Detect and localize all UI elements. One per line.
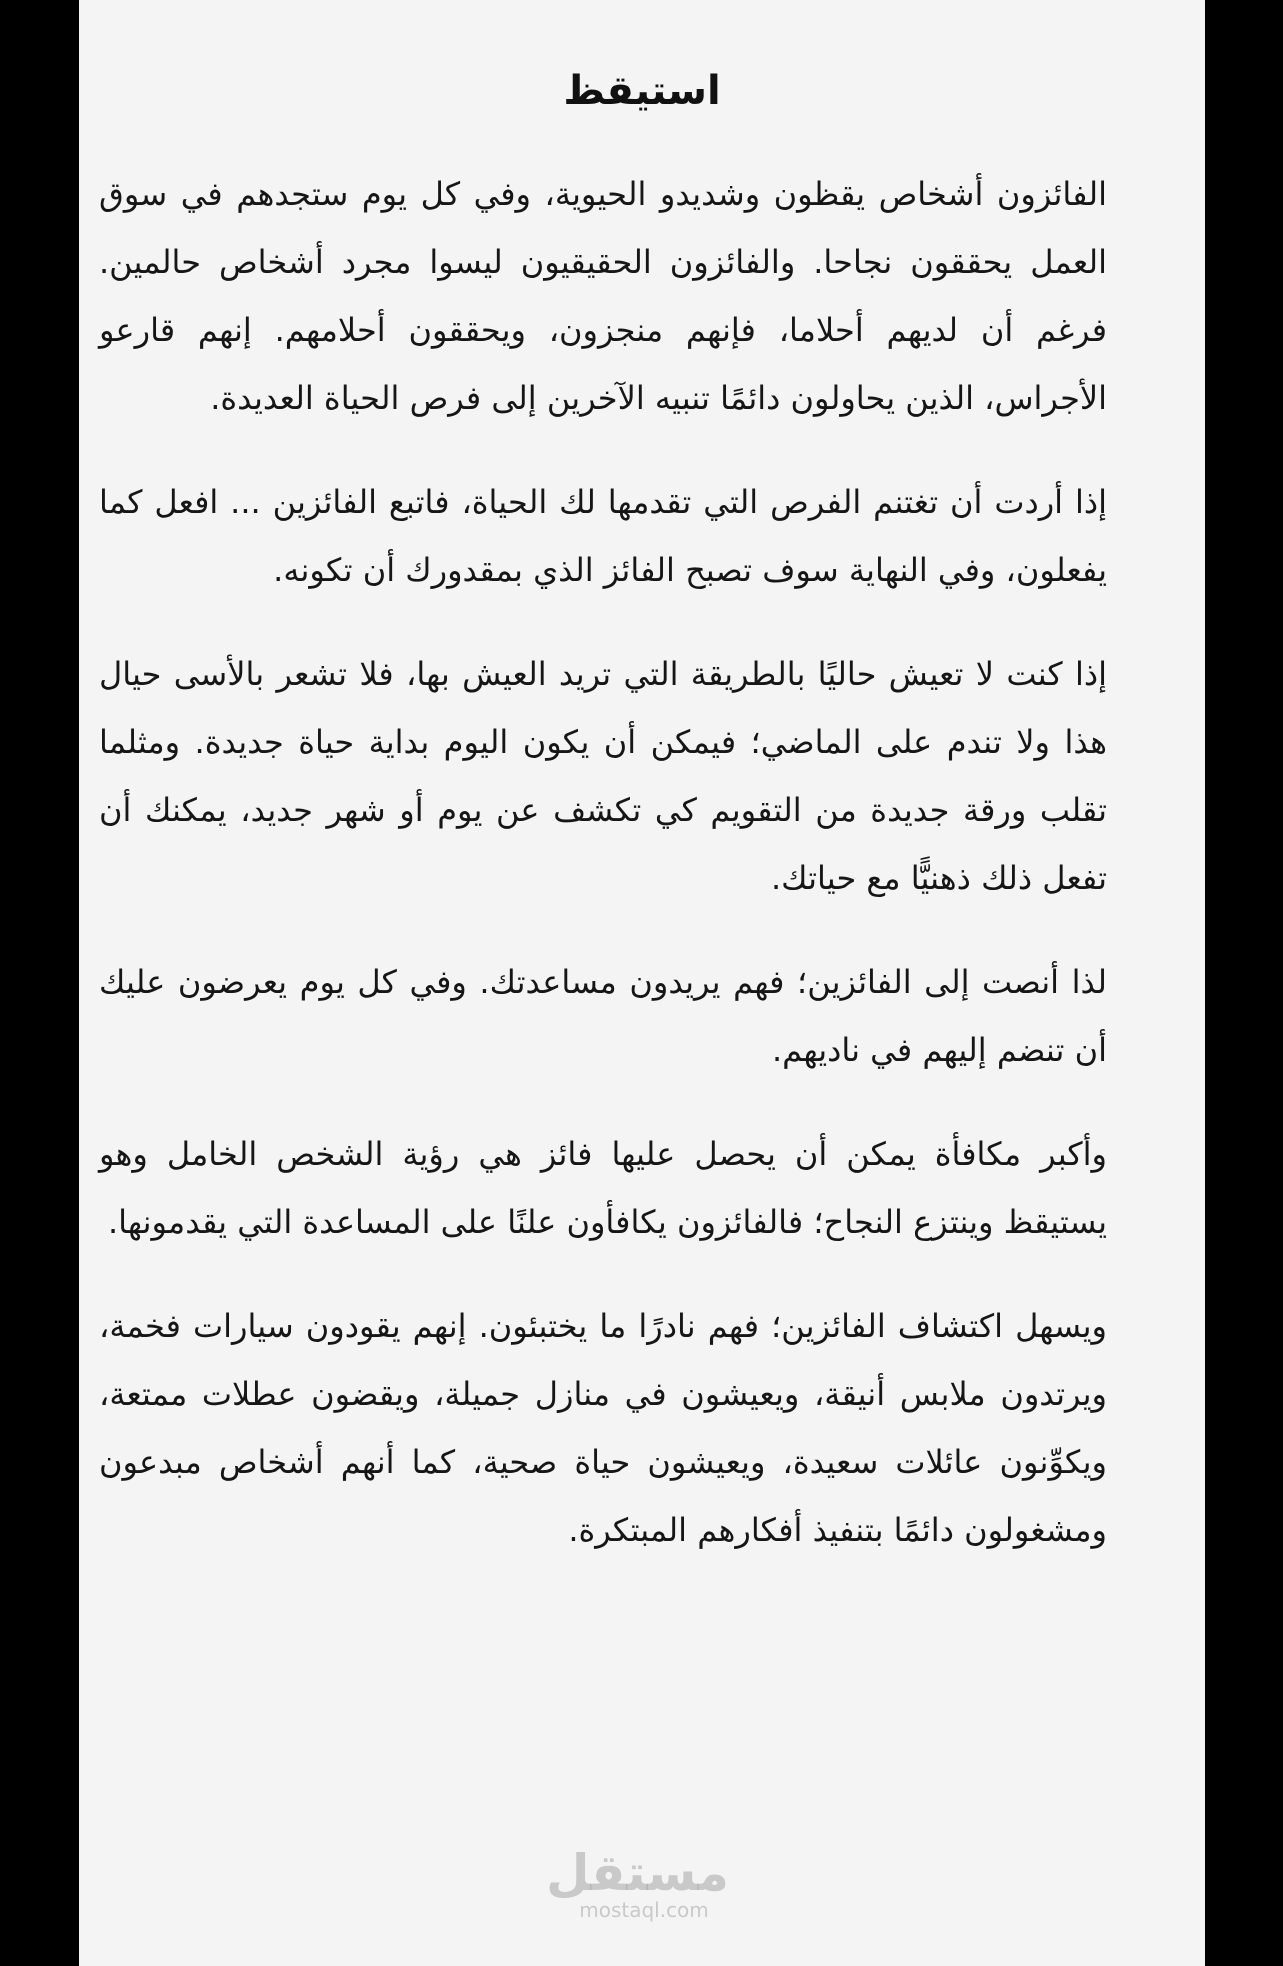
- document-page: [79, 0, 1205, 1966]
- paragraph-3: إذا كنت لا تعيش حاليًا بالطريقة التي تريد العيش بها، فلا تشعر بالأسى حيال هذا ولا تندم على الماضي؛ فيمكن أن يكون اليوم بداية حياة جديدة. ومثلما تقلب ورقة جديدة من التقويم كي تكشف عن يوم أو شهر جديد، يمكنك أن تفعل ذلك ذهنيًّا مع حياتك.: [99, 655, 1107, 897]
- watermark-logo: مستقل: [546, 1844, 729, 1902]
- watermark: [546, 1844, 729, 1922]
- paragraph-5: وأكبر مكافأة يمكن أن يحصل عليها فائز هي رؤية الشخص الخامل وهو يستيقظ وينتزع النجاح؛ فالفائزون يكافأون علنًا على المساعدة التي يقدمونها.: [99, 1135, 1107, 1241]
- paragraph-2: إذا أردت أن تغتنم الفرص التي تقدمها لك الحياة، فاتبع الفائزين ... افعل كما يفعلون، وفي النهاية سوف تصبح الفائز الذي بمقدورك أن تكونه.: [99, 483, 1107, 589]
- paragraph-6: ويسهل اكتشاف الفائزين؛ فهم نادرًا ما يختبئون. إنهم يقودون سيارات فخمة، ويرتدون ملابس أنيقة، ويعيشون في منازل جميلة، ويقضون عطلات ممتعة، ويكوِّنون عائلات سعيدة، ويعيشون حياة صحية، كما أنهم أشخاص مبدعون ومشغولون دائمًا بتنفيذ أفكارهم المبتكرة.: [99, 1307, 1107, 1549]
- paragraph-4: لذا أنصت إلى الفائزين؛ فهم يريدون مساعدتك. وفي كل يوم يعرضون عليك أن تنضم إليهم في ناديهم.: [99, 963, 1107, 1069]
- watermark-url: mostaql.com: [579, 1898, 709, 1922]
- paragraph-1: الفائزون أشخاص يقظون وشديدو الحيوية، وفي كل يوم ستجدهم في سوق العمل يحققون نجاحا. والفائزون الحقيقيون ليسوا مجرد أشخاص حالمين. فرغم أن لديهم أحلاما، فإنهم منجزون، ويحققون أحلامهم. إنهم قارعو الأجراس، الذين يحاولون دائمًا تنبيه الآخرين إلى فرص الحياة العديدة.: [99, 175, 1107, 417]
- page-title: استيقظ: [563, 67, 721, 114]
- article-body: [99, 160, 1107, 1600]
